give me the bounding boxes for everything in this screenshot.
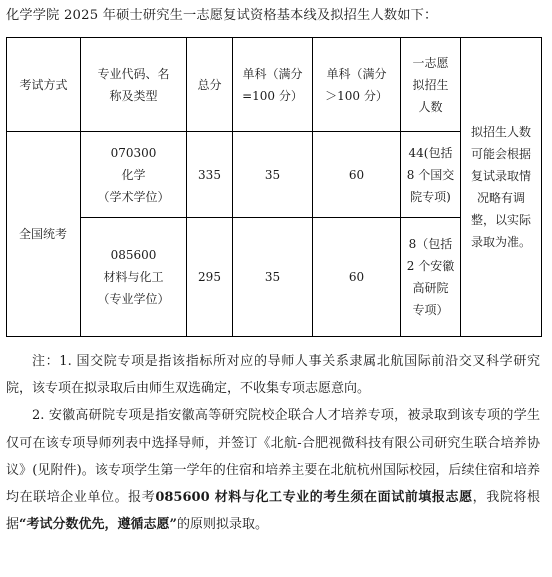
- row2-plan: 8（包括 2 个安徽 高研院 专项）: [401, 218, 461, 337]
- header-single-100: 单科（满分 =100 分）: [233, 38, 313, 132]
- row1-plan: 44(包括 8 个国交 院专项): [401, 132, 461, 218]
- remark-cell: 拟招生人数 可能会根据 复试录取情 况略有调 整，以实际 录取为准。: [461, 38, 542, 337]
- page-heading: 化学学院 2025 年硕士研究生一志愿复试资格基本线及拟招生人数如下：: [6, 8, 438, 23]
- row1-single-100: 35: [233, 132, 313, 218]
- row1-total: 335: [187, 132, 233, 218]
- note-2: 2. 安徽高研院专项是指安徽高等研究院校企联合人才培养专项，被录取到该专项的学生仅可在该专项导师列表中选择导师，并签订《北航-合肥视微科技有限公司研究生联合培养协议》(见附件)。该专项学生第一学年的住宿和培养主要在北航杭州国际校园，后续住宿和培养均在联培企业单位。报考085600 材料与化工专业的考生须在面试前填报志愿，我院将根据“考试分数优先，遵循志愿”的原则拟录取。: [6, 408, 540, 533]
- notes-section: [6, 348, 540, 538]
- row1-major: 070300 化学 （学术学位）: [81, 132, 187, 218]
- row1-single-over-100: 60: [313, 132, 401, 218]
- row2-single-over-100: 60: [313, 218, 401, 337]
- header-plan: 一志愿 拟招生 人数: [401, 38, 461, 132]
- row2-total: 295: [187, 218, 233, 337]
- header-single-over-100: 单科（满分 ＞100 分）: [313, 38, 401, 132]
- table-header-row: [7, 38, 542, 132]
- admission-table: [6, 37, 542, 337]
- header-major: 专业代码、名 称及类型: [81, 38, 187, 132]
- row2-major: 085600 材料与化工 （专业学位）: [81, 218, 187, 337]
- note-1: 注：1. 国交院专项是指该指标所对应的导师人事关系隶属北航国际前沿交叉科学研究院，该专项在拟录取后由师生双选确定，不收集专项志愿意向。: [6, 354, 540, 397]
- header-total: 总分: [187, 38, 233, 132]
- row2-single-100: 35: [233, 218, 313, 337]
- note-2-emphasis-major: 085600 材料与化工专业的考生须在面试前填报志愿: [155, 490, 473, 506]
- note-2-emphasis-principle: “考试分数优先，遵循志愿”: [19, 517, 177, 533]
- exam-method-value: 全国统考: [7, 132, 81, 337]
- header-exam-method: 考试方式: [7, 38, 81, 132]
